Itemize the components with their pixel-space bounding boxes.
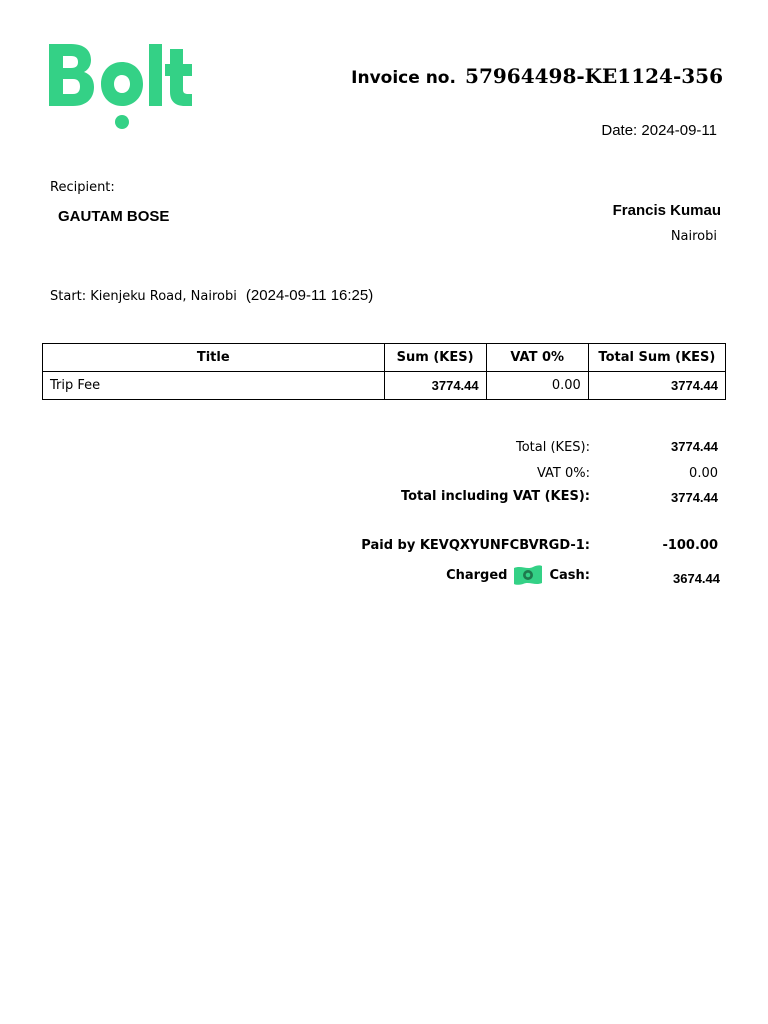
paid-by-label: Paid by KEVQXYUNFCBVRGD-1:	[361, 538, 590, 553]
column-header-total: Total Sum (KES)	[588, 344, 725, 372]
column-header-vat: VAT 0%	[486, 344, 588, 372]
invoice-number-line	[351, 64, 723, 88]
bolt-logo	[47, 40, 197, 132]
total-incl-vat-value: 3774.44	[671, 490, 718, 505]
invoice-label: Invoice no.	[351, 68, 456, 88]
charged-label: Charged	[446, 567, 508, 583]
row-vat: 0.00	[486, 372, 588, 400]
row-title: Trip Fee	[43, 372, 385, 400]
column-header-title: Title	[43, 344, 385, 372]
trip-start-time: (2024-09-11 16:25)	[245, 287, 374, 304]
driver-city: Nairobi	[670, 229, 717, 244]
recipient-name: GAUTAM BOSE	[58, 208, 170, 225]
total-label: Total (KES):	[515, 440, 590, 455]
column-header-sum: Sum (KES)	[384, 344, 486, 372]
total-incl-vat-label: Total including VAT (KES):	[400, 489, 590, 504]
row-total: 3774.44	[588, 372, 725, 400]
row-sum: 3774.44	[384, 372, 486, 400]
table-row	[43, 372, 726, 400]
trip-start-address: Start: Kienjeku Road, Nairobi	[50, 289, 237, 304]
charged-line	[446, 563, 590, 587]
invoice-items-table	[42, 343, 726, 400]
invoice-number: 57964498-KE1124-356	[465, 64, 723, 88]
cash-icon	[513, 563, 543, 587]
total-value: 3774.44	[671, 439, 718, 454]
charged-method: Cash:	[549, 567, 590, 583]
driver-name: Francis Kumau	[612, 202, 721, 219]
invoice-date: Date: 2024-09-11	[601, 122, 717, 139]
table-header-row	[43, 344, 726, 372]
recipient-label: Recipient:	[50, 180, 115, 195]
charged-value: 3674.44	[673, 571, 720, 586]
vat-value: 0.00	[689, 466, 718, 481]
trip-start	[50, 285, 373, 304]
vat-label: VAT 0%:	[536, 466, 590, 481]
paid-by-value: -100.00	[662, 538, 718, 553]
